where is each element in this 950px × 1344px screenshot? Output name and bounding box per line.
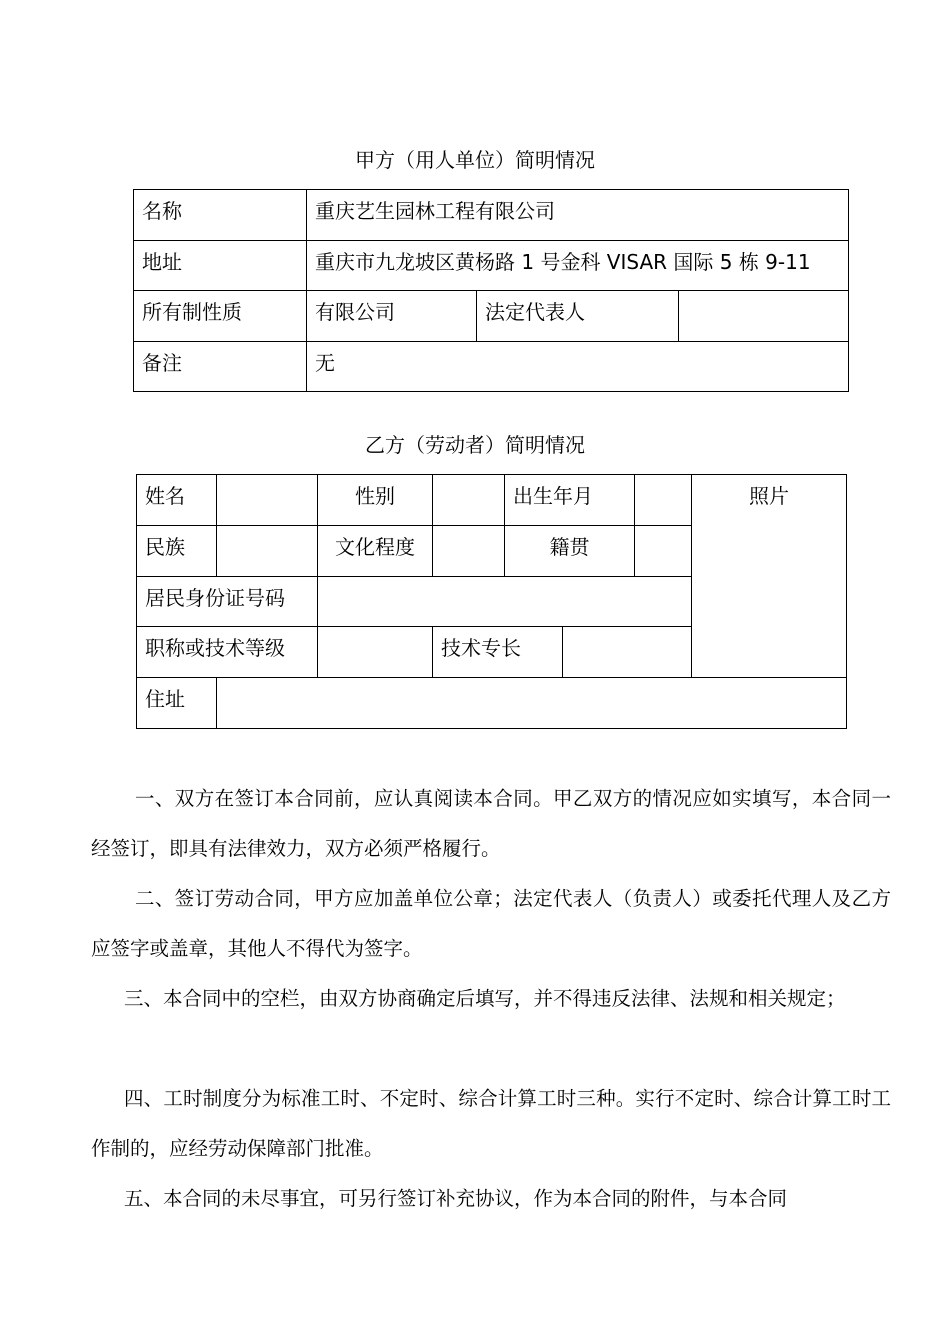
company-name-value: 重庆艺生园林工程有限公司	[307, 190, 849, 241]
title-level-label: 职称或技术等级	[137, 627, 318, 678]
photo-cell: 照片	[692, 475, 847, 678]
birth-label: 出生年月	[505, 475, 635, 526]
remarks-label: 备注	[134, 341, 307, 392]
origin-label: 籍贯	[505, 525, 635, 576]
id-number-value	[318, 576, 692, 627]
id-number-label: 居民身份证号码	[137, 576, 318, 627]
party-b-title: 乙方（劳动者）简明情况	[365, 433, 585, 457]
education-label: 文化程度	[318, 525, 433, 576]
gender-label: 性别	[318, 475, 433, 526]
education-value	[433, 525, 505, 576]
origin-value	[635, 525, 692, 576]
legal-rep-value	[679, 291, 849, 342]
ownership-value: 有限公司	[307, 291, 477, 342]
party-b-table	[136, 474, 847, 729]
specialty-label: 技术专长	[433, 627, 563, 678]
note-paragraph-1: 一、双方在签订本合同前，应认真阅读本合同。甲乙双方的情况应如实填写，本合同一经签订，即具有法律效力，双方必须严格履行。	[91, 787, 891, 860]
table-row	[137, 475, 847, 526]
party-a-table	[133, 189, 849, 392]
residence-label: 住址	[137, 678, 217, 729]
address-value: 重庆市九龙坡区黄杨路 1 号金科 VISAR 国际 5 栋 9-11	[307, 240, 849, 291]
name-value	[217, 475, 318, 526]
table-row	[134, 291, 849, 342]
specialty-value	[563, 627, 692, 678]
table-row	[137, 678, 847, 729]
note-paragraph-3: 三、本合同中的空栏，由双方协商确定后填写，并不得违反法律、法规和相关规定；	[124, 987, 846, 1010]
table-row	[134, 190, 849, 241]
name-label: 名称	[134, 190, 307, 241]
note-paragraph-4: 四、工时制度分为标准工时、不定时、综合计算工时三种。实行不定时、综合计算工时工作制的，应经劳动保障部门批准。	[91, 1087, 891, 1160]
remarks-value: 无	[307, 341, 849, 392]
name-label: 姓名	[137, 475, 217, 526]
note-paragraph-2: 二、签订劳动合同，甲方应加盖单位公章；法定代表人（负责人）或委托代理人及乙方应签字或盖章，其他人不得代为签字。	[91, 887, 891, 960]
ethnicity-value	[217, 525, 318, 576]
birth-value	[635, 475, 692, 526]
table-row	[134, 240, 849, 291]
address-label: 地址	[134, 240, 307, 291]
note-paragraph-5: 五、本合同的未尽事宜，可另行签订补充协议，作为本合同的附件，与本合同	[124, 1187, 788, 1210]
title-level-value	[318, 627, 433, 678]
residence-value	[217, 678, 847, 729]
gender-value	[433, 475, 505, 526]
table-row	[134, 341, 849, 392]
ethnicity-label: 民族	[137, 525, 217, 576]
ownership-label: 所有制性质	[134, 291, 307, 342]
legal-rep-label: 法定代表人	[477, 291, 679, 342]
party-a-title: 甲方（用人单位）简明情况	[355, 148, 595, 172]
